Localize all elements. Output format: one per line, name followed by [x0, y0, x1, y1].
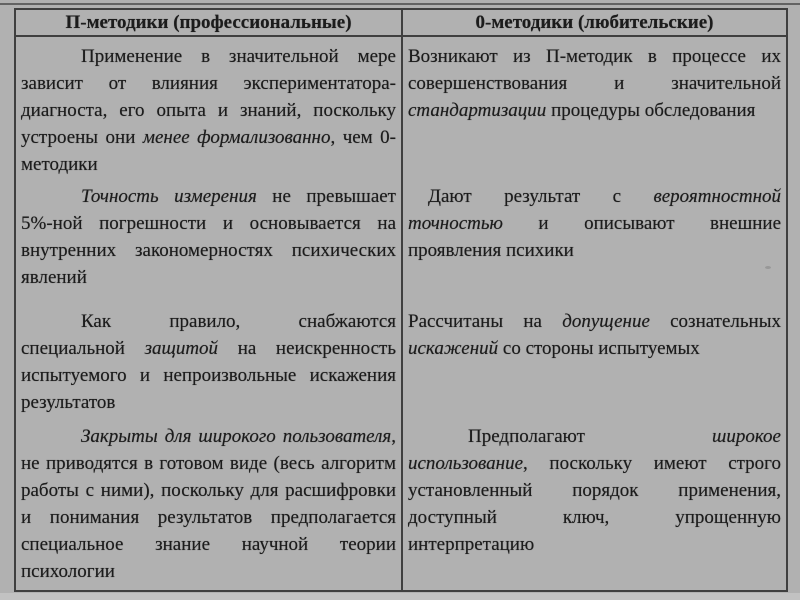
cell-professional-row-2 [16, 177, 401, 302]
paragraph-wide-use: Предполагают широкое использование, поскольку имеют строго установленный порядок применения, доступный ключ, упрощенную интерпретацию [408, 426, 781, 555]
scan-speck [765, 266, 771, 269]
scan-bottom-strip [0, 593, 800, 600]
paragraph-origin: Возникают из П-методик в процессе их совершенствования и значительной стандартизации процедуры обследования [408, 46, 781, 121]
paragraph-protection: Как правило, снабжаются специальной защитой на неискренность испытуемого и непроизвольные искажения результатов [21, 311, 396, 413]
cell-professional-row-1 [16, 37, 401, 177]
paragraph-closed-access: Закрыты для широкого пользователя, не приводятся в готовом виде (весь алгоритм работы с ними), поскольку для расшифровки и понимания результатов предполагается специальное знание научной теории психологии [21, 426, 396, 582]
scan-edge-line [0, 3, 800, 5]
cell-professional-row-3 [16, 302, 401, 417]
paragraph-probabilistic-result: Дают результат с вероятностной точностью и описывают внешние проявления психики [408, 186, 781, 261]
paragraph-distortion-allowance: Рассчитаны на допущение сознательных искажений со стороны испытуемых [408, 311, 781, 359]
cell-amateur-row-4 [401, 417, 786, 590]
paragraph-accuracy: Точность измерения не превышает 5%-ной погрешности и основывается на внутренних закономерностях психических явлений [21, 186, 396, 288]
cell-professional-row-4 [16, 417, 401, 590]
cell-amateur-row-2 [401, 177, 786, 302]
table-header-professional-methods: П-методики (профессиональные) [16, 10, 401, 37]
methods-comparison-table [14, 8, 788, 592]
table-header-amateur-methods: 0-методики (любительские) [401, 10, 786, 37]
cell-amateur-row-3 [401, 302, 786, 417]
cell-amateur-row-1 [401, 37, 786, 177]
paragraph-application: Применение в значительной мере зависит от влияния экспериментатора-диагноста, его опыта и знаний, поскольку устроены они менее формализованно, чем 0-методики [21, 46, 396, 175]
